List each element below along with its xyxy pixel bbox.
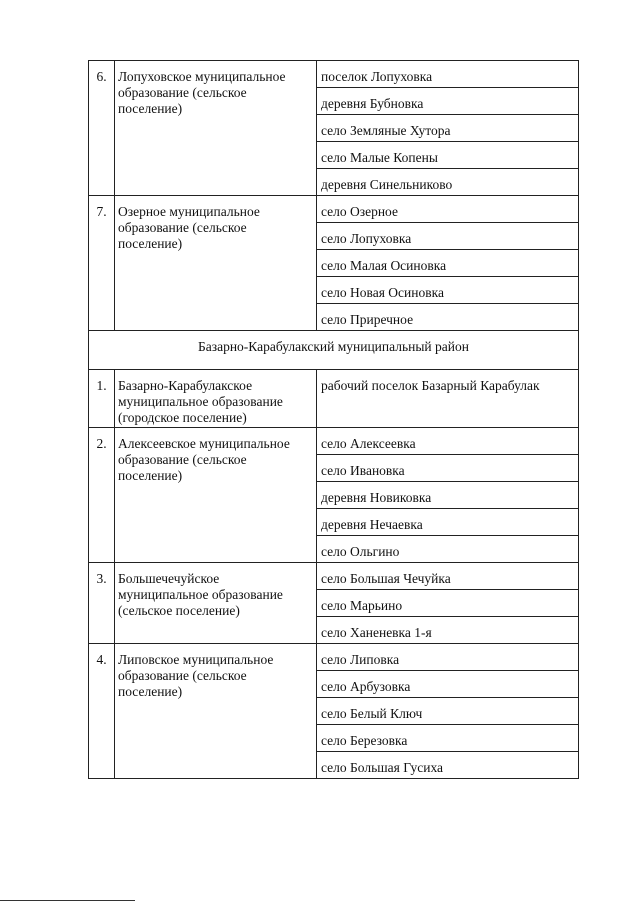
settlement-cell: поселок Лопуховка [317,61,579,88]
municipality-name: Лопуховское муниципальное образование (сельское поселение) [115,61,317,196]
settlement-cell: село Арбузовка [317,671,579,698]
settlement-cell: село Липовка [317,644,579,671]
settlement-cell: деревня Нечаевка [317,509,579,536]
municipality-name: Липовское муниципальное образование (сельское поселение) [115,644,317,779]
district-heading: Базарно-Карабулакский муниципальный район [89,331,579,370]
settlement-cell: село Земляные Хутора [317,115,579,142]
settlements-table [88,60,579,779]
table-row [89,428,579,455]
municipality-name: Озерное муниципальное образование (сельское поселение) [115,196,317,331]
settlement-cell: село Малые Копены [317,142,579,169]
table-row [89,644,579,671]
table-row [89,196,579,223]
settlement-cell: село Марьино [317,590,579,617]
settlement-cell: рабочий поселок Базарный Карабулак [317,370,579,428]
district-row [89,331,579,370]
settlement-cell: село Белый Ключ [317,698,579,725]
settlement-cell: село Приречное [317,304,579,331]
row-number: 1. [89,370,115,428]
row-number: 4. [89,644,115,779]
settlement-cell: село Ханеневка 1-я [317,617,579,644]
settlement-cell: деревня Новиковка [317,482,579,509]
settlement-cell: село Лопуховка [317,223,579,250]
settlement-cell: деревня Синельниково [317,169,579,196]
settlement-cell: село Новая Осиновка [317,277,579,304]
settlement-cell: село Большая Гусиха [317,752,579,779]
settlement-cell: село Большая Чечуйка [317,563,579,590]
municipality-name: Базарно-Карабулакское муниципальное образование (городское поселение) [115,370,317,428]
footnote-separator [0,900,135,901]
settlement-cell: деревня Бубновка [317,88,579,115]
settlement-cell: село Ольгино [317,536,579,563]
table-row [89,370,579,428]
row-number: 2. [89,428,115,563]
table-row [89,563,579,590]
row-number: 3. [89,563,115,644]
municipality-name: Алексеевское муниципальное образование (сельское поселение) [115,428,317,563]
table-row [89,61,579,88]
settlement-cell: село Алексеевка [317,428,579,455]
settlement-cell: село Малая Осиновка [317,250,579,277]
settlement-cell: село Ивановка [317,455,579,482]
settlement-cell: село Березовка [317,725,579,752]
municipality-name: Большечечуйское муниципальное образование (сельское поселение) [115,563,317,644]
row-number: 7. [89,196,115,331]
row-number: 6. [89,61,115,196]
settlement-cell: село Озерное [317,196,579,223]
